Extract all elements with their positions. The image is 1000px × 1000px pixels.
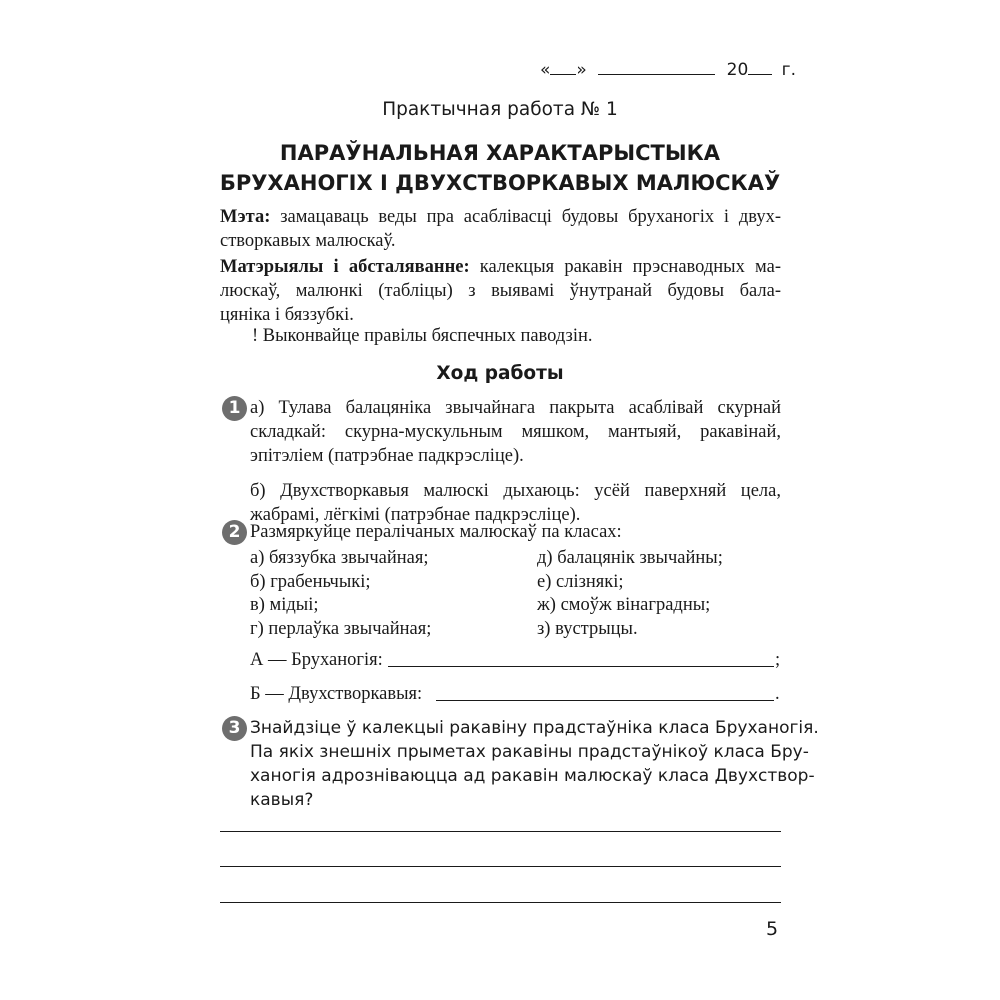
year-suffix: г. — [781, 60, 797, 80]
work-label: Практычная работа № 1 — [382, 99, 618, 120]
day-blank[interactable] — [550, 60, 576, 75]
task-3-badge: 3 — [222, 716, 247, 741]
task-1b-line-2: жабрамі, лёгкімі (патрэбнае падкрэсліце). — [250, 505, 581, 525]
materials-label: Матэрыялы і абсталяванне: — [220, 257, 470, 277]
answer-b-end: . — [775, 684, 780, 704]
materials-text-3: цяніка і бяззубкі. — [220, 305, 354, 325]
year-blank[interactable] — [748, 60, 772, 75]
task-1a-line-2: складкай: скурна-мускульным мяшком, мантыяй, ракавінай, — [250, 422, 781, 442]
mollusk-item-z: з) вустрыцы. — [537, 618, 638, 639]
materials-text-1: калекцыя ракавін прэснаводных ма- — [479, 257, 781, 277]
task-2-right-column — [537, 547, 723, 641]
goal-block — [220, 205, 781, 253]
answer-a-input[interactable] — [388, 666, 774, 667]
task-2-left-column — [250, 547, 431, 641]
mollusk-item-g: г) перлаўка звычайная; — [250, 618, 432, 639]
task-2-prompt: Размяркуйце пералічаных малюскаў па класах: — [250, 522, 622, 542]
task-1a-line-1: а) Тулава балацяніка звычайнага пакрыта асаблівай скурнай — [250, 398, 781, 418]
materials-block — [220, 255, 781, 327]
safety-note: ! Выконвайце правілы бяспечных паводзін. — [252, 326, 593, 346]
task-3-answer-line-1[interactable] — [220, 831, 781, 832]
goal-text-1: замацаваць веды пра асаблівасці будовы бруханогіх і двух- — [280, 207, 781, 227]
task-3-line-3: ханогія адрозніваюцца ад ракавін малюскаў класа Двухствор- — [250, 766, 815, 786]
date-close-quote: » — [576, 60, 587, 80]
mollusk-item-a: а) бяззубка звычайная; — [250, 548, 429, 568]
date-line — [540, 60, 796, 80]
task-3 — [250, 716, 819, 812]
goal-label: Мэта: — [220, 207, 271, 227]
date-open-quote: « — [540, 60, 551, 80]
page-title — [0, 138, 1000, 198]
task-3-line-4: кавыя? — [250, 790, 314, 810]
answer-b-label: Б — Двухстворкавыя: — [250, 684, 423, 704]
progress-heading: Ход работы — [436, 363, 564, 384]
mollusk-item-d: д) балацянік звычайны; — [537, 548, 723, 568]
mollusk-item-b: б) грабеньчыкі; — [250, 571, 371, 592]
mollusk-item-e: е) слізнякі; — [537, 571, 624, 592]
answer-b-input[interactable] — [436, 700, 774, 701]
task-3-answer-line-2[interactable] — [220, 866, 781, 867]
answer-a-end: ; — [775, 650, 781, 670]
goal-text-2: створкавых малюскаў. — [220, 231, 396, 251]
year-prefix: 20 — [726, 60, 749, 80]
mollusk-item-zh: ж) смоўж вінаградны; — [537, 595, 711, 615]
task-1a-line-3: эпітэліем (патрэбнае падкрэсліце). — [250, 446, 524, 466]
materials-text-2: люскаў, малюнкі (табліцы) з выявамі ўнутранай будовы бала- — [220, 281, 781, 301]
mollusk-item-v: в) мідыі; — [250, 595, 319, 615]
task-1b-line-1: б) Двухстворкавыя малюскі дыхаюць: усёй паверхняй цела, — [250, 481, 781, 501]
task-1-badge: 1 — [222, 396, 247, 421]
title-line-2: БРУХАНОГІХ І ДВУХСТВОРКАВЫХ МАЛЮСКАЎ — [219, 171, 781, 195]
task-2-badge: 2 — [222, 520, 247, 545]
task-3-line-1: Знайдзіце ў калекцыі ракавіну прадстаўніка класа Бруханогія. — [250, 718, 819, 738]
answer-a-label: А — Бруханогія: — [250, 650, 383, 670]
task-3-line-2: Па якіх знешніх прыметах ракавіны прадстаўнікоў класа Бру- — [250, 742, 809, 762]
title-line-1: ПАРАЎНАЛЬНАЯ ХАРАКТАРЫСТЫКА — [279, 141, 721, 165]
task-3-answer-line-3[interactable] — [220, 902, 781, 903]
month-blank[interactable] — [598, 60, 715, 75]
page-number: 5 — [766, 918, 779, 940]
task-1 — [250, 396, 781, 527]
